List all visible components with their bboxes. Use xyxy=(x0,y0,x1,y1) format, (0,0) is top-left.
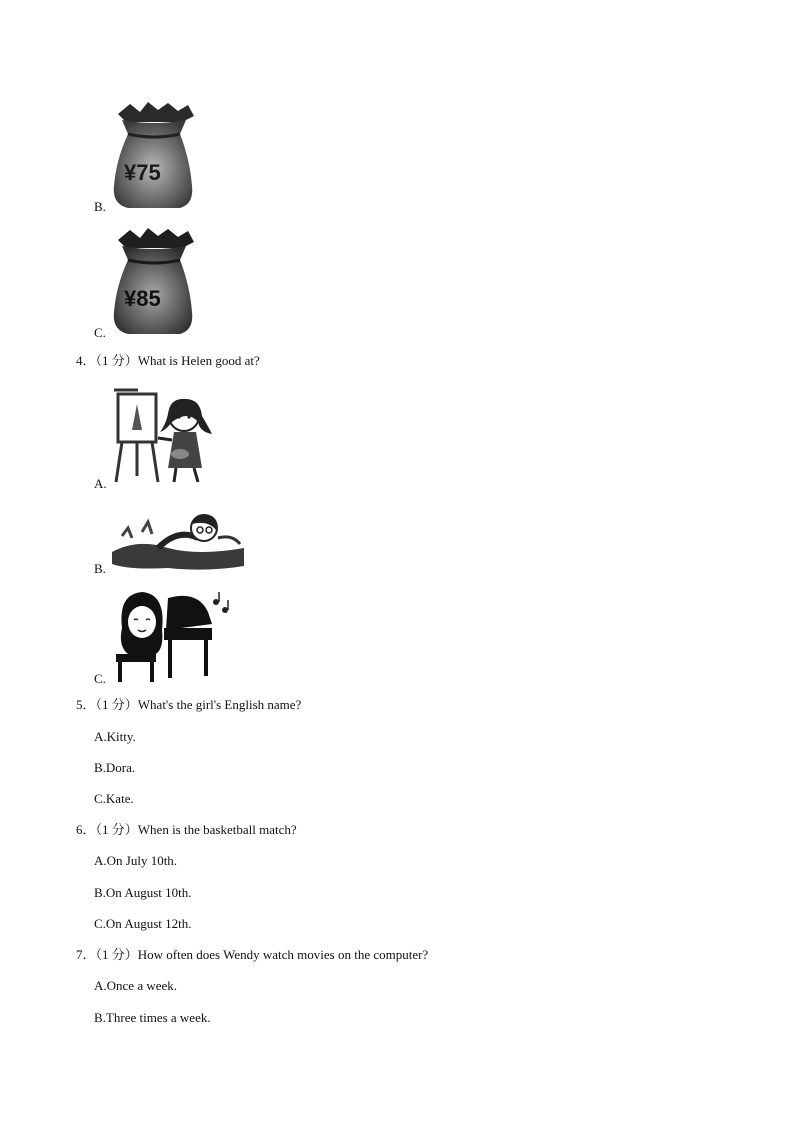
money-bag-icon xyxy=(108,100,200,212)
question-text: What's the girl's English name? xyxy=(137,697,302,712)
question-points: （1 分） xyxy=(95,353,138,368)
question-text: When is the basketball match? xyxy=(137,822,297,837)
money-bag-icon xyxy=(108,226,200,338)
boy-swimming-icon xyxy=(108,508,248,572)
q4-option-c-label: C. xyxy=(94,671,106,686)
q5-option-b: B.Dora. xyxy=(94,760,136,775)
question-text: What is Helen good at? xyxy=(137,353,260,368)
q3-option-c-label: C. xyxy=(94,325,106,340)
question-number: 6． xyxy=(76,822,96,837)
question-points: （1 分） xyxy=(95,822,138,837)
q5-option-c: C.Kate. xyxy=(94,791,134,806)
question-number: 5． xyxy=(76,697,96,712)
question-6 xyxy=(76,822,297,838)
question-4 xyxy=(76,353,260,369)
q6-option-c: C.On August 12th. xyxy=(94,916,192,931)
question-number: 4． xyxy=(76,353,96,368)
question-points: （1 分） xyxy=(95,947,138,962)
girl-playing-piano-icon xyxy=(108,588,232,684)
question-number: 7． xyxy=(76,947,96,962)
q5-option-a: A.Kitty. xyxy=(94,729,136,744)
q3-option-b-price: ¥75 xyxy=(124,160,161,185)
question-text: How often does Wendy watch movies on the computer? xyxy=(137,947,429,962)
q3-option-c-price: ¥85 xyxy=(124,286,161,311)
q6-option-b: B.On August 10th. xyxy=(94,885,192,900)
q4-option-a-label: A. xyxy=(94,476,107,491)
q7-option-a: A.Once a week. xyxy=(94,978,178,993)
q7-option-b: B.Three times a week. xyxy=(94,1010,211,1025)
q6-option-a: A.On July 10th. xyxy=(94,853,178,868)
question-7 xyxy=(76,947,428,963)
question-5 xyxy=(76,697,301,713)
girl-painting-icon xyxy=(108,386,218,486)
q3-option-b-label: B. xyxy=(94,199,106,214)
question-points: （1 分） xyxy=(95,697,138,712)
q4-option-b-label: B. xyxy=(94,561,106,576)
